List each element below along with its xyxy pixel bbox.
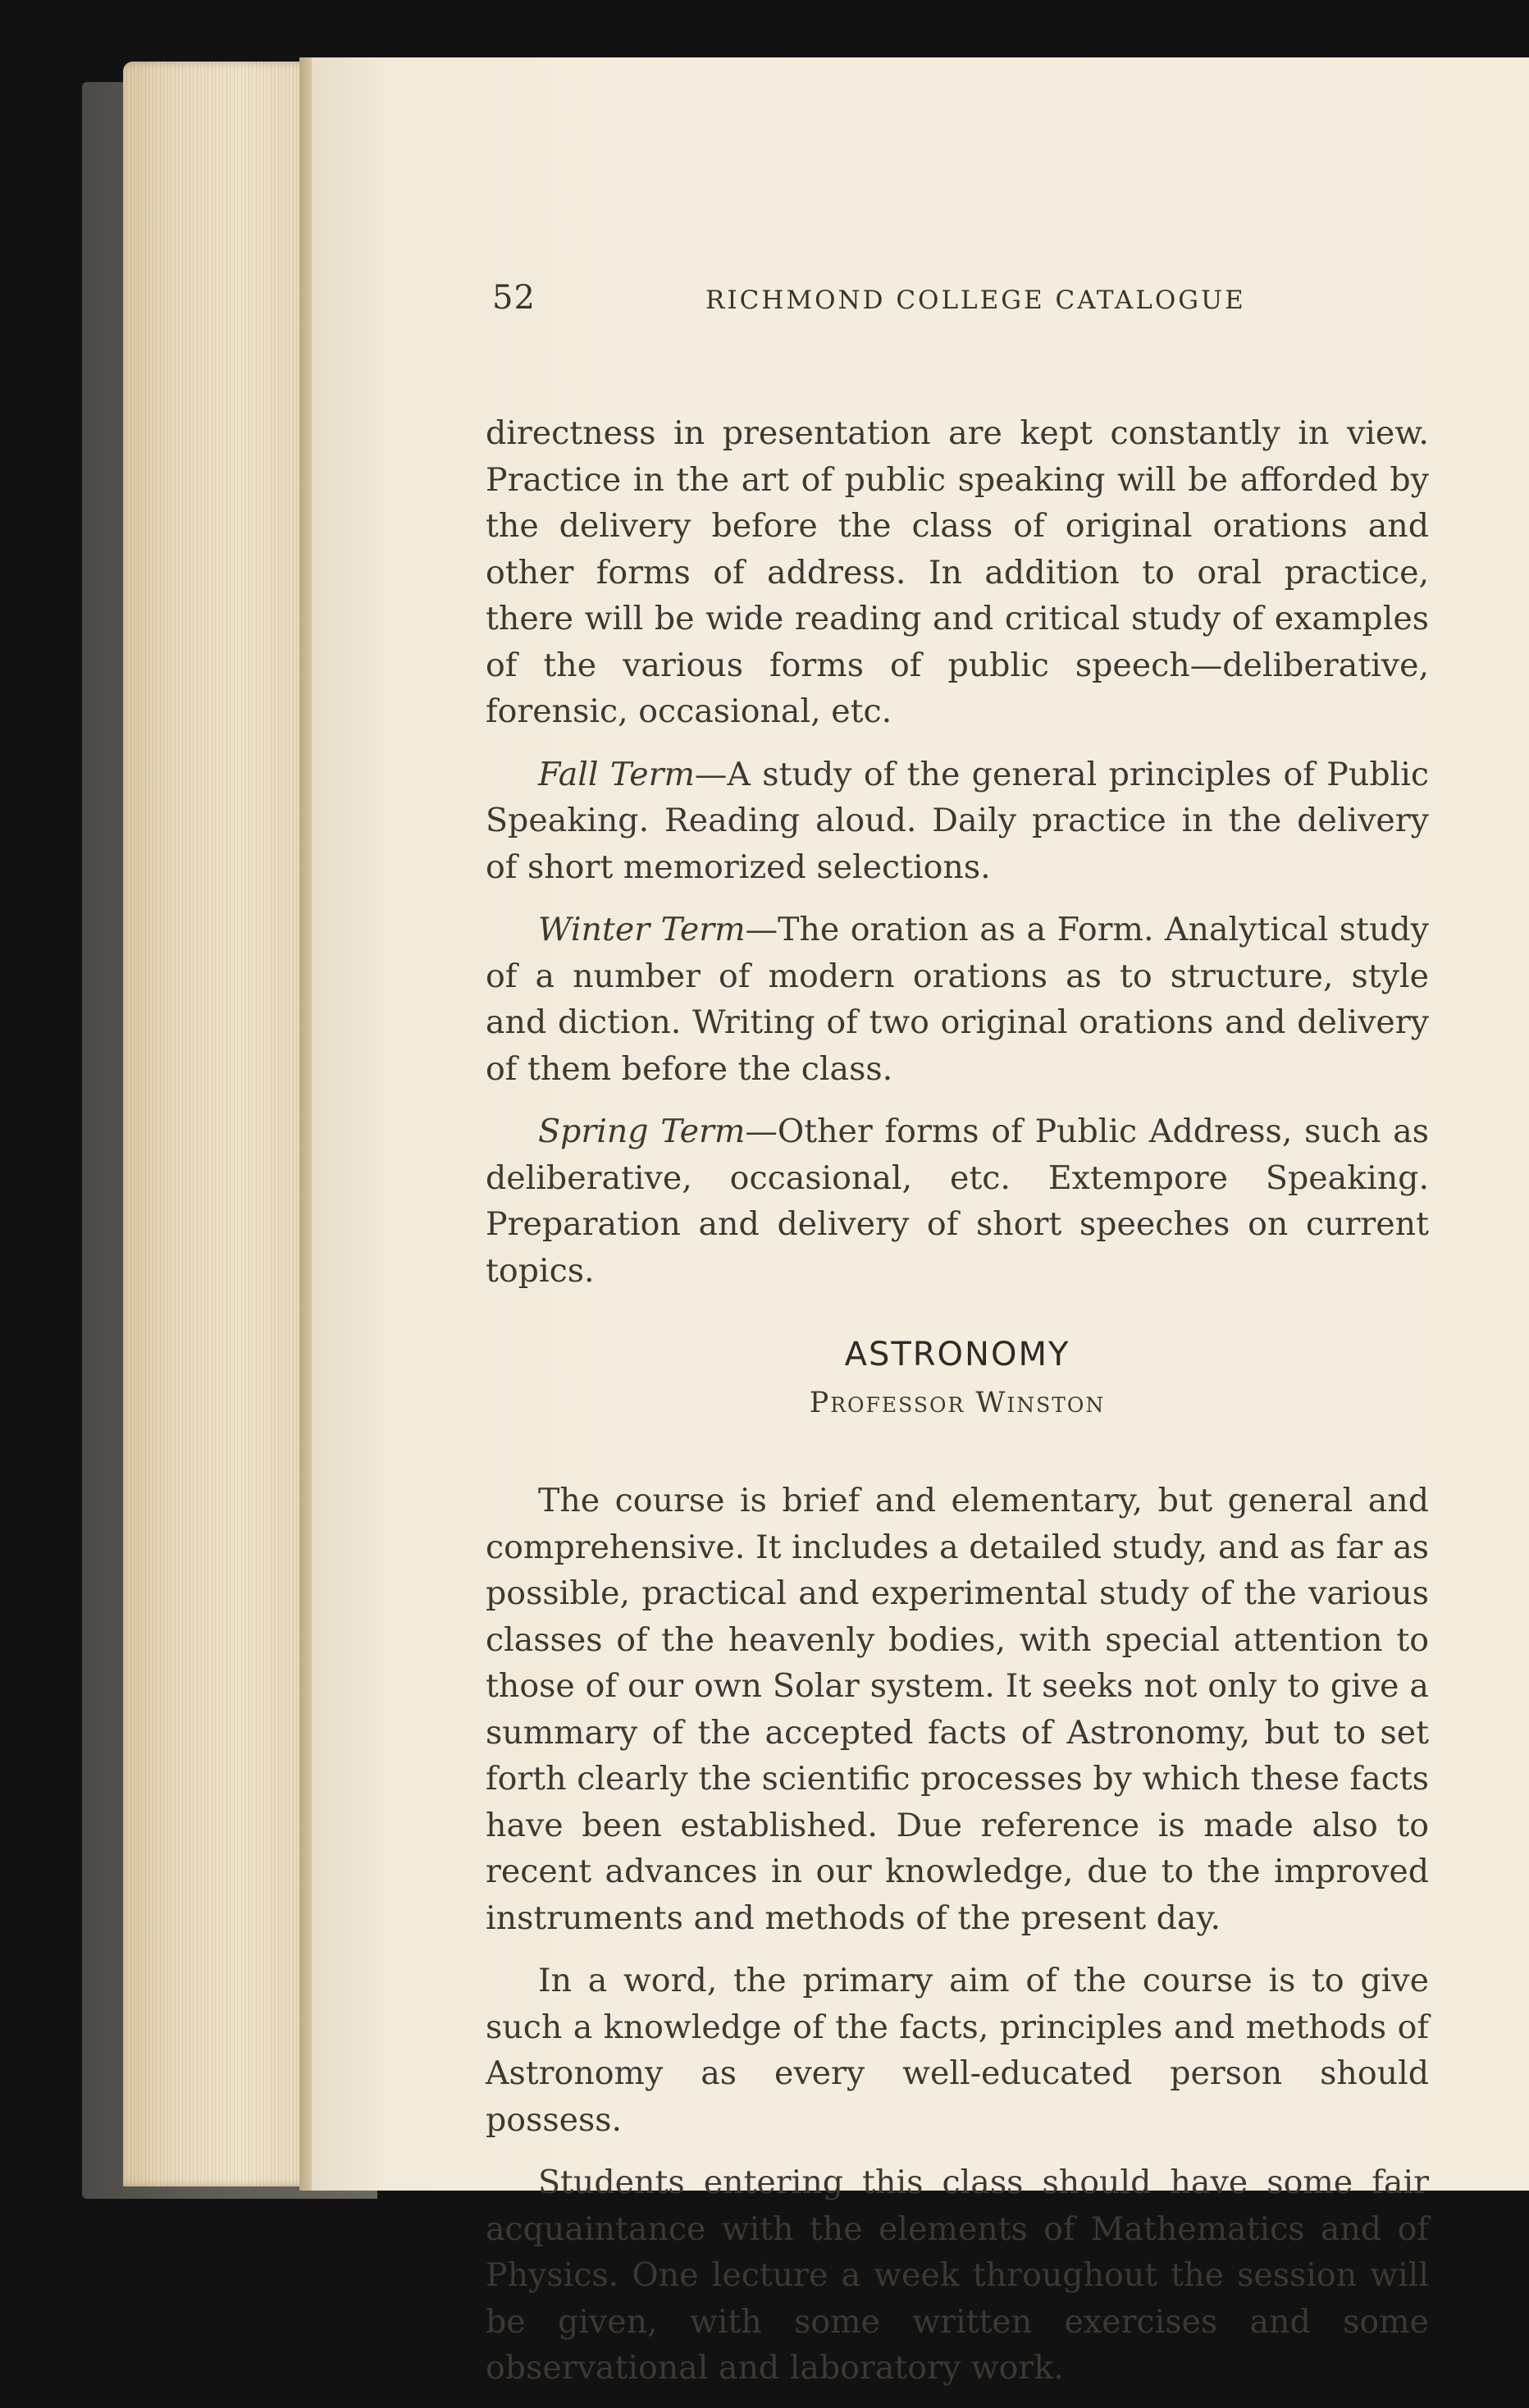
section-title-astronomy: ASTRONOMY bbox=[844, 1336, 1070, 1373]
term-text-spring: —Other forms of Public Address, such as deliberative, occasional, etc. Extempore Speaking. Preparation and delivery of short speeches on current topics. bbox=[486, 1113, 1429, 1290]
term-paragraph-fall bbox=[486, 752, 1429, 891]
page-number: 52 bbox=[492, 279, 536, 317]
astronomy-paragraph-2: In a word, the primary aim of the course is to give such a knowledge of the facts, principles and methods of Astronomy as every well-educated person should possess. bbox=[486, 1962, 1429, 2139]
page-body bbox=[486, 410, 1429, 2408]
astronomy-paragraph-3: Students entering this class should have some fair acquaintance with the elements of Mathematics and of Physics. One lecture a week throughout the session will be given, with some written exercises and some observational and laboratory work. bbox=[486, 2164, 1429, 2387]
term-text-fall: —A study of the general principles of Public Speaking. Reading aloud. Daily practice in the delivery of short memorized selections. bbox=[486, 755, 1429, 886]
term-text-winter: —The oration as a Form. Analytical study of a number of modern orations as to structure, style and diction. Writing of two original orations and delivery of them before the class. bbox=[486, 911, 1429, 1088]
public-speaking-intro: directness in presentation are kept constantly in view. Practice in the art of public speaking will be afforded by the delivery before the class of original orations and other forms of address. In addition to oral practice, there will be wide reading and critical study of examples of the various forms of public speech—deliberative, forensic, occasional, etc. bbox=[486, 414, 1429, 730]
term-label-spring: Spring Term bbox=[538, 1113, 746, 1150]
term-label-winter: Winter Term bbox=[538, 911, 746, 948]
page-edges bbox=[123, 62, 320, 2186]
term-paragraph-spring bbox=[486, 1108, 1429, 1294]
term-label-fall: Fall Term bbox=[538, 755, 695, 793]
catalogue-page bbox=[312, 57, 1529, 2387]
astronomy-paragraph-1: The course is brief and elementary, but general and comprehensive. It includes a detailed study, and as far as possible, practical and experimental study of the various classes of the heavenly bodies, with special attention to those of our own Solar system. It seeks not only to give a summary of the accepted facts of Astronomy, but to set forth clearly the scientific processes by which these facts have been established. Due reference is made also to recent advances in our knowledge, due to the improved instruments and methods of the present day. bbox=[486, 1482, 1429, 1937]
page-header bbox=[492, 279, 1394, 336]
running-head: RICHMOND COLLEGE CATALOGUE bbox=[705, 286, 1246, 315]
section-professor: Professor Winston bbox=[809, 1387, 1106, 1419]
term-paragraph-winter bbox=[486, 907, 1429, 1092]
